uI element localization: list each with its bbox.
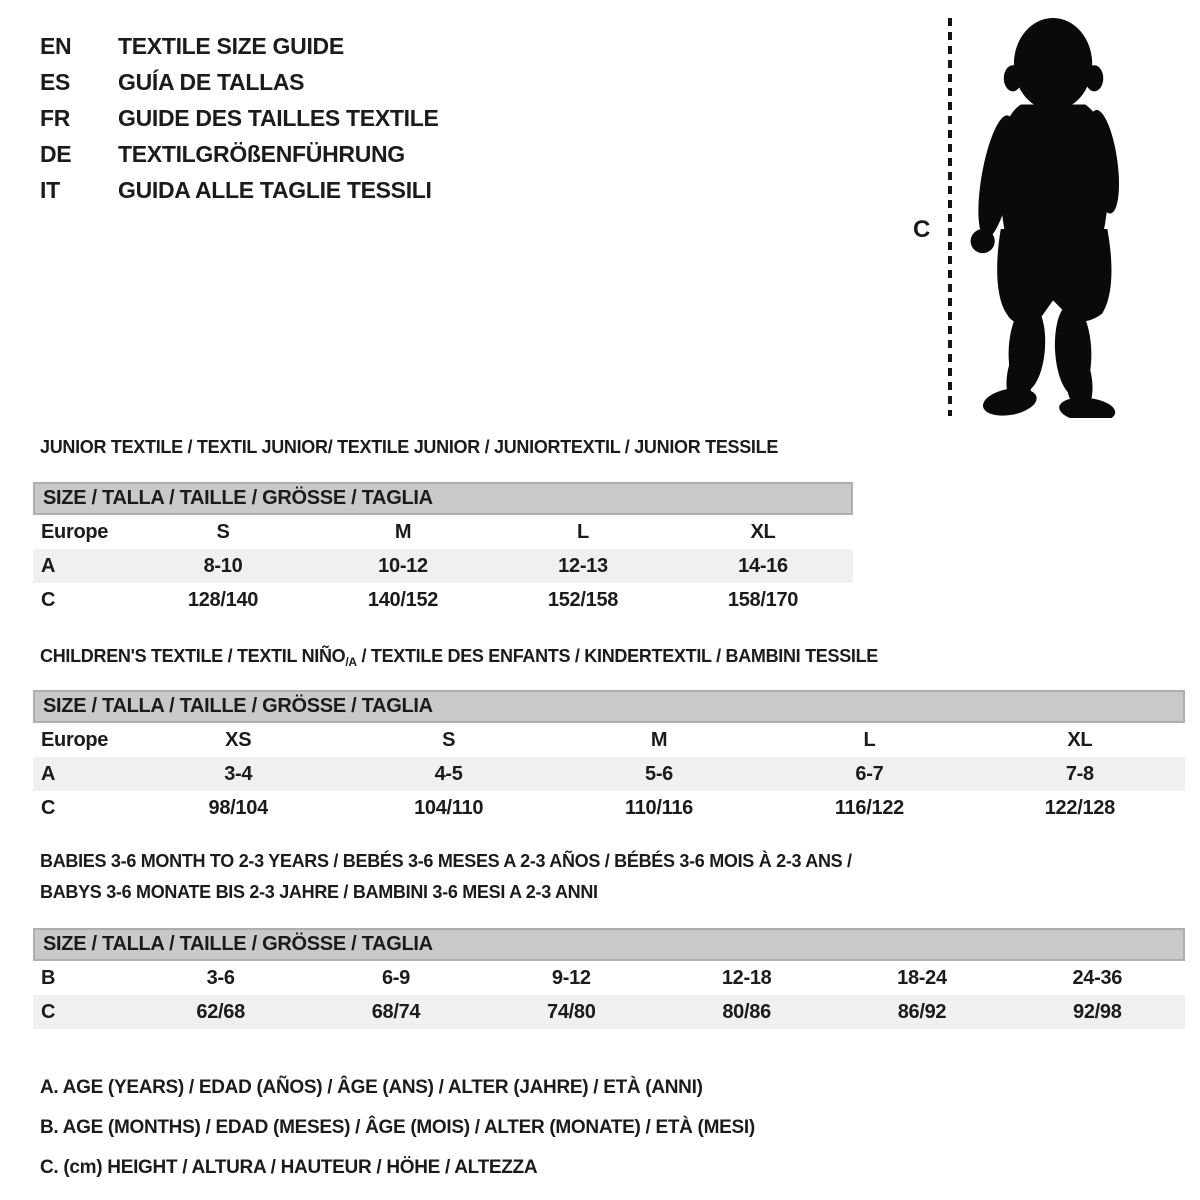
- heading-text: CHILDREN'S TEXTILE / TEXTIL NIÑO: [40, 646, 346, 666]
- height-cell: 80/86: [722, 1001, 771, 1023]
- language-code: DE: [40, 141, 72, 167]
- row-label: A: [41, 763, 56, 785]
- height-cell: 74/80: [547, 1001, 596, 1023]
- months-cell: 6-9: [381, 967, 410, 989]
- months-cell: 3-6: [206, 967, 235, 989]
- guide-title: TEXTILGRÖßENFÜHRUNG: [118, 141, 405, 167]
- table-row-europe: [33, 515, 853, 549]
- children-size-table: [33, 690, 1185, 825]
- language-row-en: [40, 28, 439, 64]
- footnote-height-cm: C. (cm) HEIGHT / ALTURA / HAUTEUR / HÖHE / ALTEZZA: [40, 1157, 538, 1178]
- row-label: C: [41, 1001, 56, 1023]
- height-cell: 116/122: [834, 797, 904, 819]
- table-row-europe: [33, 723, 1185, 757]
- size-cell: S: [442, 729, 456, 751]
- size-cell: L: [863, 729, 876, 751]
- language-code: EN: [40, 33, 72, 59]
- size-cell: XS: [225, 729, 252, 751]
- language-title-list: [40, 28, 439, 208]
- language-code: IT: [40, 177, 60, 203]
- size-header-bar: SIZE / TALLA / TAILLE / GRÖSSE / TAGLIA: [33, 928, 1185, 961]
- age-cell: 12-13: [558, 555, 608, 577]
- heading-line-1: BABIES 3-6 MONTH TO 2-3 YEARS / BEBÉS 3-6 MESES A 2-3 AÑOS / BÉBÉS 3-6 MOIS À 2-3 ANS /: [40, 851, 852, 871]
- size-cell: XL: [1067, 729, 1093, 751]
- height-measure-dashed-line: [946, 16, 954, 418]
- height-cell: 86/92: [897, 1001, 947, 1023]
- junior-section-heading: JUNIOR TEXTILE / TEXTIL JUNIOR/ TEXTILE JUNIOR / JUNIORTEXTIL / JUNIOR TESSILE: [40, 437, 779, 457]
- guide-title: GUÍA DE TALLAS: [118, 69, 305, 95]
- height-cell: 92/98: [1073, 1001, 1122, 1023]
- age-cell: 8-10: [203, 555, 243, 577]
- babies-section-heading: [40, 846, 852, 908]
- height-cell: 158/170: [727, 589, 799, 611]
- language-code: ES: [40, 69, 71, 95]
- footnote-list: [40, 1068, 755, 1188]
- height-cell: 104/110: [414, 797, 484, 819]
- age-cell: 6-7: [855, 763, 884, 785]
- heading-text: / TEXTILE DES ENFANTS / KINDERTEXTIL / BAMBINI TESSILE: [356, 646, 878, 666]
- language-row-fr: [40, 100, 439, 136]
- language-code: FR: [40, 105, 71, 131]
- height-cell: 98/104: [208, 797, 268, 819]
- row-label: Europe: [41, 521, 109, 543]
- height-measure-label: C: [913, 216, 931, 243]
- table-row-age: [33, 757, 1185, 791]
- guide-title: TEXTILE SIZE GUIDE: [118, 33, 344, 59]
- table-row-age: [33, 549, 853, 583]
- heading-subscript: /A: [345, 655, 357, 669]
- row-label: C: [41, 589, 56, 611]
- language-row-de: [40, 136, 439, 172]
- junior-size-table: [33, 482, 853, 617]
- table-row-height: [33, 583, 853, 617]
- months-cell: 24-36: [1072, 967, 1123, 989]
- age-cell: 14-16: [738, 555, 788, 577]
- table-row-height: [33, 995, 1185, 1029]
- size-header-bar: SIZE / TALLA / TAILLE / GRÖSSE / TAGLIA: [33, 482, 853, 515]
- footnote-age-months: B. AGE (MONTHS) / EDAD (MESES) / ÂGE (MOIS) / ALTER (MONATE) / ETÀ (MESI): [40, 1117, 755, 1138]
- size-cell: M: [394, 521, 412, 543]
- size-header-bar: SIZE / TALLA / TAILLE / GRÖSSE / TAGLIA: [33, 690, 1185, 723]
- months-cell: 12-18: [721, 967, 772, 989]
- language-row-it: [40, 172, 439, 208]
- age-cell: 4-5: [434, 763, 463, 785]
- age-cell: 7-8: [1065, 763, 1094, 785]
- row-label: C: [41, 797, 56, 819]
- height-cell: 110/116: [625, 797, 694, 819]
- heading-line-2: BABYS 3-6 MONATE BIS 2-3 JAHRE / BAMBINI 3-6 MESI A 2-3 ANNI: [40, 882, 598, 902]
- footnote-age-years: A. AGE (YEARS) / EDAD (AÑOS) / ÂGE (ANS) / ALTER (JAHRE) / ETÀ (ANNI): [40, 1077, 703, 1098]
- language-row-es: [40, 64, 439, 100]
- size-cell: L: [577, 521, 589, 543]
- table-row-months: [33, 961, 1185, 995]
- months-cell: 9-12: [551, 967, 591, 989]
- height-cell: 152/158: [547, 589, 619, 611]
- guide-title: GUIDE DES TAILLES TEXTILE: [118, 105, 439, 131]
- height-cell: 68/74: [371, 1001, 421, 1023]
- height-cell: 122/128: [1044, 797, 1115, 819]
- children-section-heading: [40, 646, 878, 669]
- height-cell: 62/68: [196, 1001, 245, 1023]
- row-label: B: [41, 967, 56, 989]
- height-cell: 128/140: [187, 589, 259, 611]
- table-row-height: [33, 791, 1185, 825]
- babies-size-table: [33, 928, 1185, 1029]
- months-cell: 18-24: [897, 967, 947, 989]
- size-cell: XL: [750, 521, 776, 543]
- age-cell: 10-12: [378, 555, 428, 577]
- age-cell: 3-4: [224, 763, 253, 785]
- row-label: Europe: [41, 729, 109, 751]
- row-label: A: [41, 555, 56, 577]
- size-cell: S: [216, 521, 230, 543]
- height-cell: 140/152: [367, 589, 439, 611]
- age-cell: 5-6: [645, 763, 674, 785]
- size-cell: M: [650, 729, 668, 751]
- toddler-silhouette-icon: [962, 16, 1134, 418]
- guide-title: GUIDA ALLE TAGLIE TESSILI: [118, 177, 432, 203]
